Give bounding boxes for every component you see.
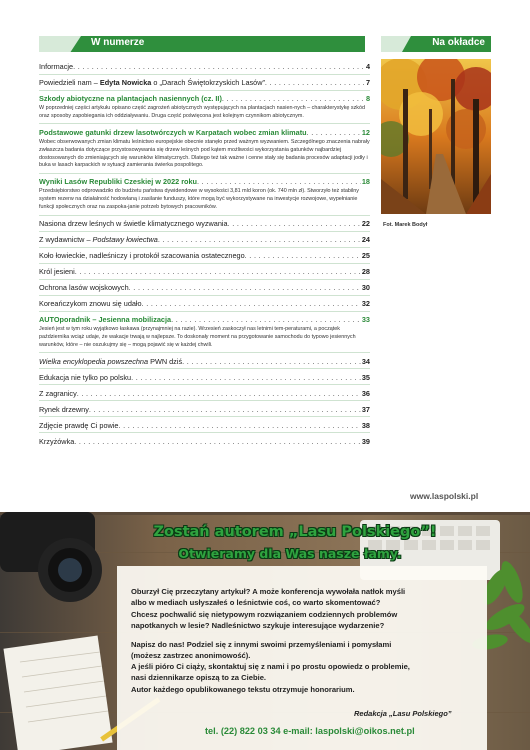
toc-page: 32 [361, 299, 370, 308]
toc-description: Jesień jest w tym roku wyjątkowo łaskawa (przynajmniej na razie). Wrzesień zaskoczył nas letnimi tem-peraturami, a początek października wciąż udaje, że wakacje trwają w najlepsze. To doskonały moment na przygotowanie samochodu do typowo jesiennych warunków, które – nie oszukujmy się – mogą pojawić się w każdej chwili. [39, 325, 356, 348]
divider [39, 173, 370, 174]
header-accent [39, 36, 81, 52]
toc-entry-powiedzieli-nam[interactable] [39, 78, 370, 87]
toc-label: Koło łowieckie, nadleśniczy i protokół szacowania ostatecznego [39, 251, 245, 261]
ad-subheadline: Otwieramy dla Was nasze łamy. [178, 546, 402, 561]
toc-entry-encyklopedia[interactable] [39, 357, 370, 366]
toc-entry-informacje[interactable] [39, 62, 370, 71]
divider [39, 279, 370, 280]
toc-label: Nasiona drzew leśnych w świetle klimatycznego wyzwania [39, 219, 228, 229]
section-header-cover [381, 36, 491, 52]
toc-entry-krol-jesieni[interactable] [39, 267, 370, 276]
toc-page: 18 [361, 177, 370, 187]
toc-label: Ochrona lasów wojskowych [39, 283, 129, 293]
toc-page: 4 [365, 62, 370, 71]
toc-label: Zdjęcie prawdę Ci powie [39, 420, 119, 430]
cover-photo-credit: Fot. Marek Bodył [383, 222, 428, 228]
ad-text-line: Napisz do nas! Podziel się z innymi swoimi przemyśleniami i pomysłami [131, 640, 392, 649]
toc-page: 38 [361, 420, 370, 430]
toc-page: 28 [361, 267, 370, 277]
ad-headline: Zostań autorem „Lasu Polskiego”! [153, 524, 437, 540]
toc-entry-kolo-lowieckie[interactable] [39, 251, 370, 260]
toc-page: 22 [361, 219, 370, 229]
ad-contact[interactable]: tel. (22) 822 03 34 e-mail: laspolski@oikos.net.pl [205, 726, 415, 736]
toc-page: 35 [361, 372, 370, 382]
header-accent [381, 36, 411, 52]
divider [39, 295, 370, 296]
divider [39, 352, 370, 353]
divider [39, 432, 370, 433]
toc-label: Edukacja nie tylko po polsku [39, 372, 132, 382]
toc-page: 25 [361, 251, 370, 261]
toc-page: 39 [361, 436, 370, 446]
toc-page: 33 [361, 314, 370, 324]
ad-text-line: (możesz zastrzec anonimowość). [131, 651, 251, 660]
toc-label: AUTOporadnik – Jesienna mobilizacja [39, 314, 172, 324]
cover-photo [381, 59, 491, 214]
ad-text-line: A jeśli pióro Ci ciąży, skontaktuj się z nami i po prostu opowiedz o problemie, [131, 662, 410, 671]
toc-entry-autoporadnik[interactable] [39, 315, 370, 324]
toc-label: Wyniki Lasów Republiki Czeskiej w 2022 roku [39, 177, 198, 187]
toc-page: 8 [365, 93, 370, 103]
table-of-contents [39, 62, 370, 446]
section-header-contents [39, 36, 365, 52]
toc-entry-z-wydawnictw[interactable] [39, 235, 370, 244]
toc-page: 37 [361, 404, 370, 414]
toc-entry-edukacja[interactable] [39, 373, 370, 382]
toc-entry-karpaty[interactable] [39, 128, 370, 137]
toc-label: Koreańczykom znowu się udało [39, 299, 142, 308]
toc-description: W poprzedniej części artykułu opisano część zagrożeń abiotycznych występujących na plantacjach nasien-nych – charakterystykę szkód oraz sposoby zapobiegania ich oddziaływaniu. Druga część poświęcona jest kolejnym czynnikom abiotycznym. [39, 104, 365, 119]
toc-label: Podstawowe gatunki drzew lasotwórczych w Karpatach wobec zmian klimatu [39, 127, 307, 137]
toc-page: 24 [361, 235, 370, 245]
toc-entry-koreanczycy[interactable] [39, 299, 370, 308]
divider [39, 215, 370, 216]
toc-page: 36 [361, 388, 370, 398]
toc-label: Wielka encyklopedia powszechna PWN dziś [39, 356, 183, 366]
autumn-forest-image [381, 59, 491, 214]
toc-entry-nasiona[interactable] [39, 219, 370, 228]
ad-text-line: Autor każdego opublikowanego tekstu otrzymuje honorarium. [131, 685, 355, 694]
toc-page: 30 [361, 283, 370, 293]
toc-entry-z-zagranicy[interactable] [39, 389, 370, 398]
toc-label: Szkody abiotyczne na plantacjach nasiennych (cz. II) [39, 93, 222, 103]
toc-label: Z zagranicy [39, 388, 77, 398]
ad-text-line: nasi dziennikarze opiszą to za Ciebie. [131, 673, 267, 682]
ad-signature: Redakcja „Lasu Polskiego” [354, 709, 452, 718]
toc-entry-szkody-abiotyczne[interactable] [39, 94, 370, 103]
toc-label: Informacje [39, 62, 74, 71]
toc-entry-rynek-drzewny[interactable] [39, 405, 370, 414]
divider [39, 231, 370, 232]
divider [39, 400, 370, 401]
toc-entry-lasy-czeskie[interactable] [39, 177, 370, 186]
toc-page: 34 [361, 356, 370, 366]
divider [39, 74, 370, 75]
divider [39, 368, 370, 369]
toc-entry-ochrona-lasow[interactable] [39, 283, 370, 292]
toc-description: Przedsiębiorstwo odprowadziło do budżetu państwa dywidendowe w wysokości 3,81 mld koron (ok. 740 mln zł). Stworzyło też stabilny system rezerw na działalność hodowlaną i zasilanie funduszy, które mogą być wykorzystywane na inwestycje rozwojowe, wypełnianie funkcji społecznych oraz na zaspoka-janie potrzeb bytowych pracowników. [39, 188, 359, 211]
toc-label: Krzyżówka [39, 436, 75, 446]
toc-description: Wobec obserwowanych zmian klimatu leśnictwo europejskie obecnie stanęło przed ważnym wyzwaniem. Szczególnego znaczenia nabrały zwłaszcza badania dotyczące przystosowywania się drzew leśnych pod kątem możliwości wykorzystania gatunków najbardziej dostosowanych do zmieniających się warunków klimatycznych. Dlatego też tak ważne i cenne stały się badania procesów adaptacji jodły i buka w lasach karpackich w sytuacji zamierania świerka pospolitego. [39, 138, 370, 169]
divider [39, 247, 370, 248]
toc-label: Z wydawnictw – Podstawy łowiectwa [39, 235, 158, 245]
ad-text-line: Oburzył Cię przeczytany artykuł? A może konferencja wywołała natłok myśli [131, 587, 406, 596]
divider [39, 416, 370, 417]
divider [39, 90, 370, 91]
divider [39, 384, 370, 385]
toc-page: 12 [361, 127, 370, 137]
website-link[interactable]: www.laspolski.pl [410, 491, 479, 501]
toc-label: Rynek drzewny [39, 404, 89, 414]
toc-entry-krzyzowka[interactable] [39, 437, 370, 446]
toc-label: Król jesieni [39, 267, 75, 277]
toc-page: 7 [365, 77, 370, 87]
cover-title: Na okładce [432, 37, 485, 48]
ad-text-line: albo w mediach usłyszałeś o leśnictwie coś, co warto skomentować? [131, 598, 381, 607]
ad-text-line: Chcesz pochwalić się nietypowym rozwiązaniem codziennych problemów [131, 610, 398, 619]
divider [39, 123, 370, 124]
divider [39, 311, 370, 312]
contents-title: W numerze [91, 37, 145, 48]
toc-entry-zdjecie[interactable] [39, 421, 370, 430]
ad-text-line: napotkanych w lesie? Nadleśnictwo szykuje interesujące wydarzenie? [131, 621, 385, 630]
toc-label: Powiedzieli nam – Edyta Nowicka o „Darach Świętokrzyskich Lasów” [39, 77, 265, 87]
divider [39, 263, 370, 264]
